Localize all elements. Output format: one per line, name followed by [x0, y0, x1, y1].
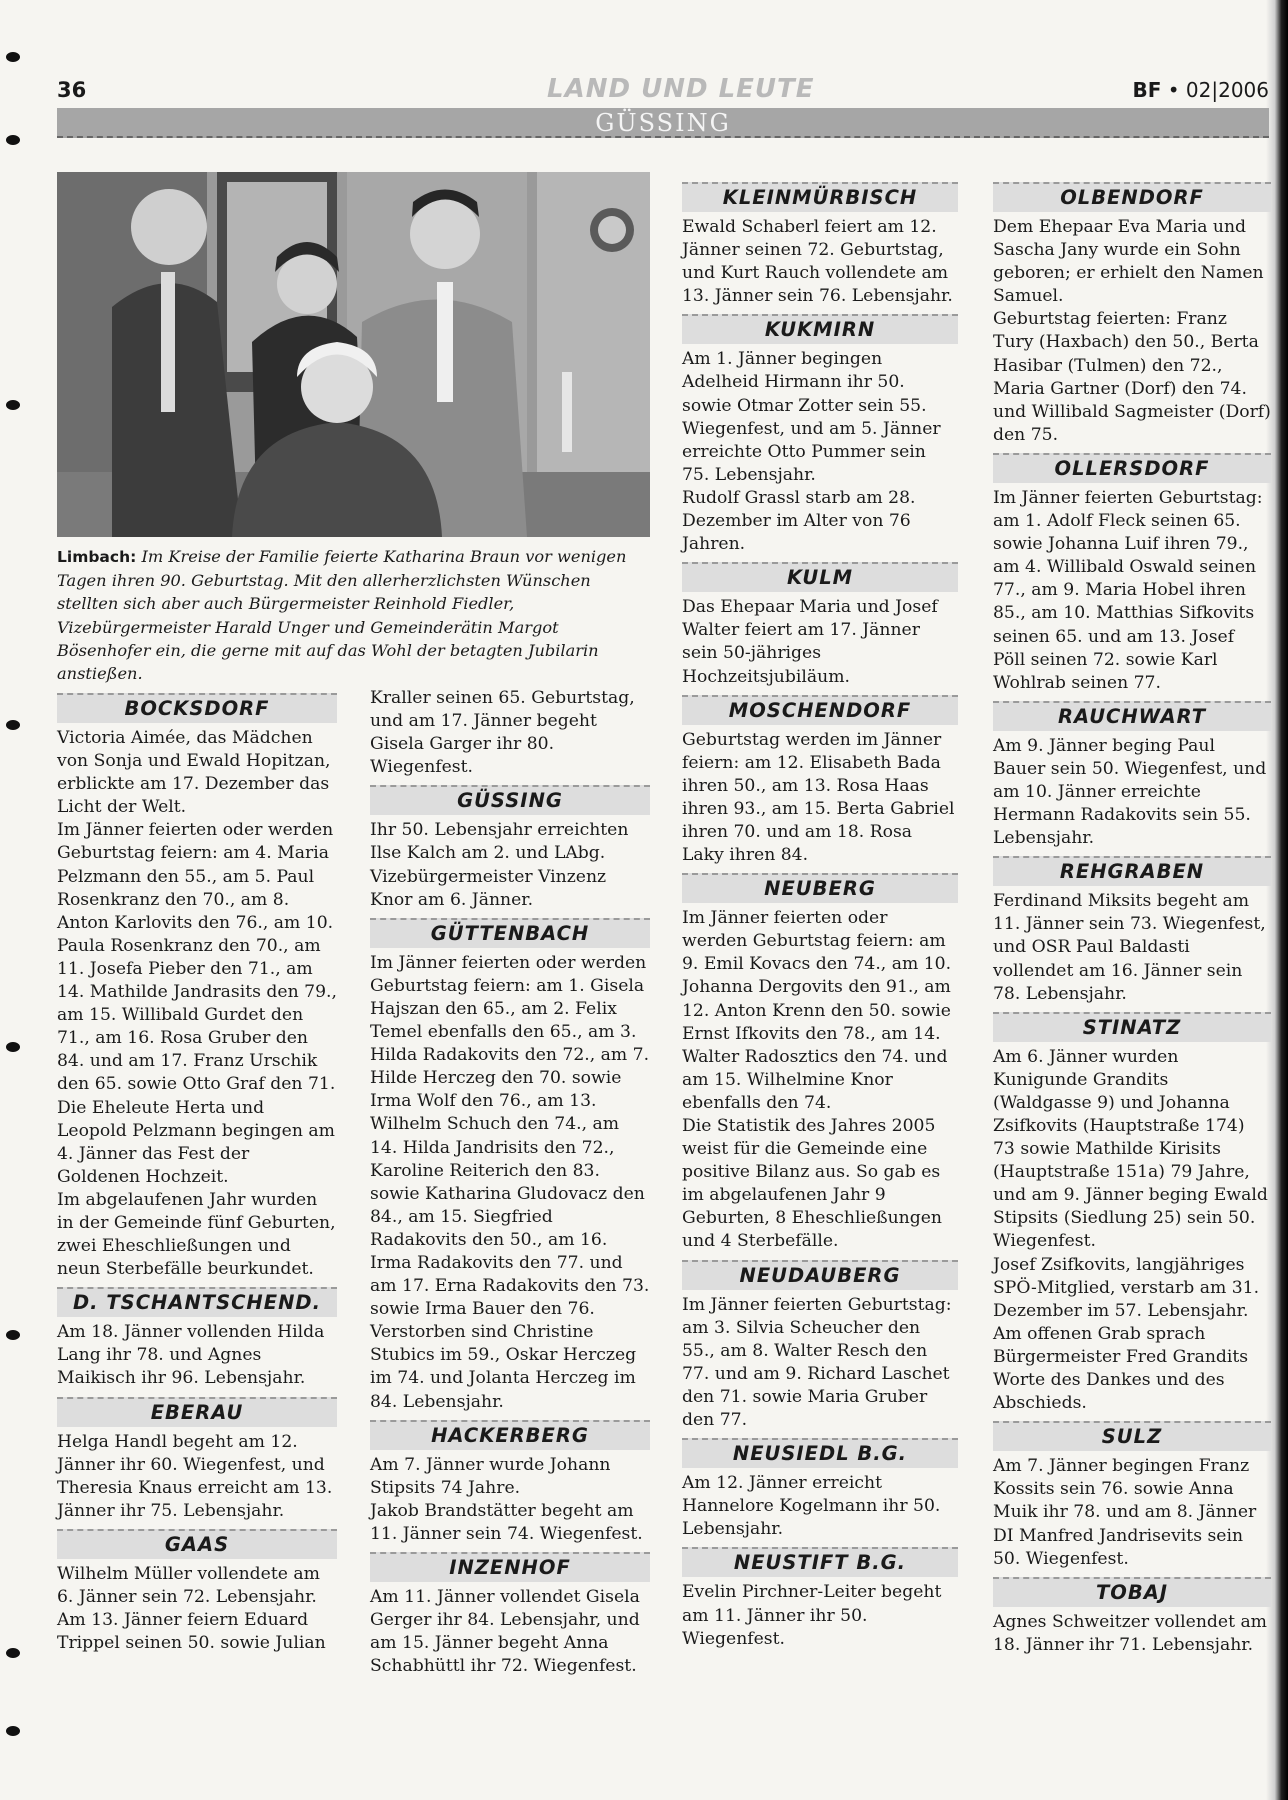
- caption-place: Limbach:: [57, 548, 137, 566]
- article-paragraph: Im abgelaufenen Jahr wurden in der Gemeinde fünf Geburten, zwei Eheschließungen und neun Sterbefälle beurkundet.: [57, 1189, 336, 1280]
- page-header: [57, 74, 1269, 108]
- region-title: GÜSSING: [595, 109, 731, 137]
- column-2: [370, 687, 650, 1678]
- article-paragraph: Die Statistik des Jahres 2005 weist für die Gemeinde eine positive Bilanz aus. So gab es im abgelaufenen Jahr 9 Geburten, 8 Eheschließungen und 4 Sterbefälle.: [682, 1116, 942, 1252]
- place-heading: RAUCHWART: [993, 701, 1271, 731]
- place-heading: INZENHOF: [370, 1552, 650, 1582]
- article-paragraph: Evelin Pirchner-Leiter begeht am 11. Jänner ihr 50. Wiegenfest.: [682, 1582, 942, 1649]
- magazine-name: BF: [1132, 78, 1162, 102]
- place-heading: MOSCHENDORF: [682, 695, 958, 725]
- column-1: [57, 687, 337, 1655]
- place-heading: TOBAJ: [993, 1577, 1271, 1607]
- issue-number: • 02|2006: [1167, 78, 1269, 102]
- article-paragraph: Dem Ehepaar Eva Maria und Sascha Jany wurde ein Sohn geboren; er erhielt den Namen Samuel.: [993, 217, 1264, 307]
- family-photo: [57, 172, 650, 537]
- place-heading: KULM: [682, 562, 958, 592]
- place-heading: OLBENDORF: [993, 182, 1271, 212]
- article-paragraph: Ihr 50. Lebensjahr erreichten Ilse Kalch am 2. und LAbg. Vizebürgermeister Vinzenz Knor am 6. Jänner.: [370, 820, 629, 910]
- place-heading: D. TSCHANTSCHEND.: [57, 1287, 337, 1317]
- place-heading: KUKMIRN: [682, 314, 958, 344]
- punch-hole: [6, 1648, 20, 1658]
- column-4: [993, 176, 1271, 1657]
- article-paragraph: Helga Handl begeht am 12. Jänner ihr 60. Wiegenfest, und Theresia Knaus erreicht am 13. Jänner ihr 75. Lebensjahr.: [57, 1431, 333, 1521]
- article-paragraph: Im Jänner feierten oder werden Geburtstag feiern: am 9. Emil Kovacs den 74., am 10. Johanna Dergovits den 91., am 12. Anton Krenn den 50. sowie Ernst Ifkovits den 78., am 14. Walter Radosztics den 74. und am 15. Wilhelmine Knor ebenfalls den 74.: [682, 908, 952, 1113]
- punch-hole: [6, 1726, 20, 1736]
- punch-hole: [6, 52, 20, 62]
- photo-caption: [57, 545, 650, 685]
- place-heading: NEUBERG: [682, 873, 958, 903]
- article-paragraph: Jakob Brandstätter begeht am 11. Jänner sein 74. Wiegenfest.: [370, 1500, 643, 1544]
- punch-hole: [6, 1042, 20, 1052]
- article-paragraph: Im Jänner feierten Geburtstag: am 3. Silvia Scheucher den 55., am 8. Walter Resch den 77. und am 9. Richard Laschet den 71. sowie Maria Gruber den 77.: [682, 1294, 952, 1431]
- article-paragraph: Am 7. Jänner wurde Johann Stipsits 74 Jahre.: [370, 1454, 611, 1498]
- issue-info: [1132, 78, 1269, 102]
- article-paragraph: Am 9. Jänner beging Paul Bauer sein 50. Wiegenfest, und am 10. Jänner erreichte Hermann Radakovits sein 55. Lebensjahr.: [993, 735, 1267, 849]
- place-heading: NEUSTIFT B.G.: [682, 1547, 958, 1577]
- article-paragraph: Im Jänner feierten Geburtstag: am 1. Adolf Fleck seinen 65. sowie Johanna Luif ihren 79., am 4. Willibald Oswald seinen 77., am 9. Maria Hobel ihren 85., am 10. Matthias Sifkovits seinen 65. und am 13. Josef Pöll seinen 72. sowie Karl Wohlrab seinen 77.: [993, 487, 1263, 693]
- page-number: 36: [57, 78, 87, 102]
- article-paragraph: Wilhelm Müller vollendete am 6. Jänner sein 72. Lebensjahr. Am 13. Jänner feiern Eduard Trippel seinen 50. sowie Julian: [57, 1563, 326, 1654]
- place-heading: NEUSIEDL B.G.: [682, 1438, 958, 1468]
- place-heading: KLEINMÜRBISCH: [682, 182, 958, 212]
- place-heading: NEUDAUBERG: [682, 1260, 958, 1290]
- article-paragraph: Am 1. Jänner begingen Adelheid Hirmann ihr 50. sowie Otmar Zotter sein 55. Wiegenfest, und am 5. Jänner erreichte Otto Pummer sein 75. Lebensjahr.: [682, 349, 941, 485]
- place-heading: REHGRABEN: [993, 856, 1271, 886]
- article-paragraph: Ferdinand Miksits begeht am 11. Jänner sein 73. Wiegenfest, und OSR Paul Baldasti vollendet am 16. Jänner sein 78. Lebensjahr.: [993, 891, 1266, 1004]
- article-paragraph: Am 7. Jänner begingen Franz Kossits sein 76. sowie Anna Muik ihr 78. und am 8. Jänner DI Manfred Jandrisevits sein 50. Wiegenfest.: [993, 1456, 1257, 1569]
- article-paragraph: Agnes Schweitzer vollendet am 18. Jänner ihr 71. Lebensjahr.: [993, 1611, 1267, 1655]
- punch-hole: [6, 720, 20, 730]
- section-title: LAND UND LEUTE: [547, 74, 815, 104]
- article-paragraph: Am 12. Jänner erreicht Hannelore Kogelmann ihr 50. Lebensjahr.: [682, 1473, 941, 1540]
- article-paragraph: Das Ehepaar Maria und Josef Walter feiert am 17. Jänner sein 50-jähriges Hochzeitsjubiläum.: [682, 597, 938, 687]
- article-paragraph: Am 11. Jänner vollendet Gisela Gerger ihr 84. Lebensjahr, und am 15. Jänner begeht Anna Schabhüttl ihr 72. Wiegenfest.: [370, 1587, 640, 1677]
- place-heading: EBERAU: [57, 1397, 337, 1427]
- article-paragraph: Verstorben sind Christine Stubics im 59., Oskar Herczeg im 74. und Jolanta Herczeg im 84. Lebensjahr.: [370, 1322, 637, 1412]
- article-paragraph: Rudolf Grassl starb am 28. Dezember im Alter von 76 Jahren.: [682, 487, 916, 555]
- article-paragraph: Geburtstag feierten: Franz Tury (Haxbach) den 50., Berta Hasibar (Tulmen) den 72., Maria Gartner (Dorf) den 74. und Willibald Sagmeister (Dorf) den 75.: [993, 309, 1271, 445]
- place-heading: GAAS: [57, 1529, 337, 1559]
- column-3: [682, 176, 958, 1651]
- place-heading: HACKERBERG: [370, 1420, 650, 1450]
- place-heading: BOCKSDORF: [57, 693, 337, 723]
- region-bar: [57, 108, 1269, 138]
- place-heading: OLLERSDORF: [993, 453, 1271, 483]
- punch-hole: [6, 135, 20, 145]
- article-paragraph: Ewald Schaberl feiert am 12. Jänner seinen 72. Geburtstag, und Kurt Rauch vollendete am 13. Jänner sein 76. Lebensjahr.: [682, 217, 953, 307]
- place-heading: STINATZ: [993, 1012, 1271, 1042]
- punch-hole: [6, 400, 20, 410]
- article-paragraph: Im Jänner feierten oder werden Geburtstag feiern: am 1. Gisela Hajszan den 65., am 2. Felix Temel ebenfalls den 65., am 3. Hilda Radakovits den 72., am 7. Hilde Herczeg den 70. sowie Irma Wolf den 76., am 13. Wilhelm Schuch den 74., am 14. Hilda Jandrisits den 72., Karoline Reiterich den 83. sowie Katharina Gludovacz den 84., am 15. Siegfried Radakovits den 50., am 16. Irma Radakovits den 77. und am 17. Erna Radakovits den 73. sowie Irma Bauer den 76.: [370, 952, 650, 1320]
- article-paragraph: Am 18. Jänner vollenden Hilda Lang ihr 78. und Agnes Maikisch ihr 96. Lebensjahr.: [57, 1322, 325, 1389]
- place-heading: GÜSSING: [370, 785, 650, 815]
- caption-text: Im Kreise der Familie feierte Katharina Braun vor wenigen Tagen ihren 90. Geburtstag. Mit den allerherzlichsten Wünschen stellten sich aber auch Bürgermeister Reinhold Fiedler, Vizebürgermeister Harald Unger und Gemeinderätin Margot Bösenhofer ein, die gerne mit auf das Wohl der betagten Jubilarin anstießen.: [57, 547, 627, 684]
- punch-hole: [6, 1330, 20, 1340]
- article-paragraph: Victoria Aimée, das Mädchen von Sonja und Ewald Hopitzan, erblickte am 17. Dezember das Licht der Welt.: [57, 728, 331, 818]
- place-heading: GÜTTENBACH: [370, 918, 650, 948]
- place-heading: SULZ: [993, 1421, 1271, 1451]
- article-paragraph: Am 6. Jänner wurden Kunigunde Grandits (Waldgasse 9) und Johanna Zsifkovits (Hauptstraße 174) 73 sowie Mathilde Kirisits (Hauptstraße 151a) 79 Jahre, und am 9. Jänner beging Ewald Stipsits (Siedlung 25) sein 50. Wiegenfest.: [993, 1046, 1268, 1252]
- article-paragraph: Geburtstag werden im Jänner feiern: am 12. Elisabeth Bada ihren 50., am 13. Rosa Haas ihren 93., am 15. Berta Gabriel ihren 70. und am 18. Rosa Laky ihren 84.: [682, 729, 955, 866]
- article-paragraph: Kraller seinen 65. Geburtstag, und am 17. Jänner begeht Gisela Garger ihr 80. Wiegenfest.: [370, 688, 635, 778]
- article-paragraph: Die Eheleute Herta und Leopold Pelzmann begingen am 4. Jänner das Fest der Goldenen Hochzeit.: [57, 1097, 335, 1187]
- photo-illustration: [57, 172, 650, 537]
- article-paragraph: Im Jänner feierten oder werden Geburtstag feiern: am 4. Maria Pelzmann den 55., am 5. Paul Rosenkranz den 70., am 8. Anton Karlovits den 76., am 10. Paula Rosenkranz den 70., am 11. Josefa Pieber den 71., am 14. Mathilde Jandrasits den 79., am 15. Willibald Gurdet den 71., am 16. Rosa Gruber den 84. und am 17. Franz Urschik den 65. sowie Otto Graf den 71.: [57, 820, 337, 1095]
- article-paragraph: Josef Zsifkovits, langjähriges SPÖ-Mitglied, verstarb am 31. Dezember im 57. Lebensjahr. Am offenen Grab sprach Bürgermeister Fred Grandits Worte des Dankes und des Abschieds.: [993, 1254, 1260, 1414]
